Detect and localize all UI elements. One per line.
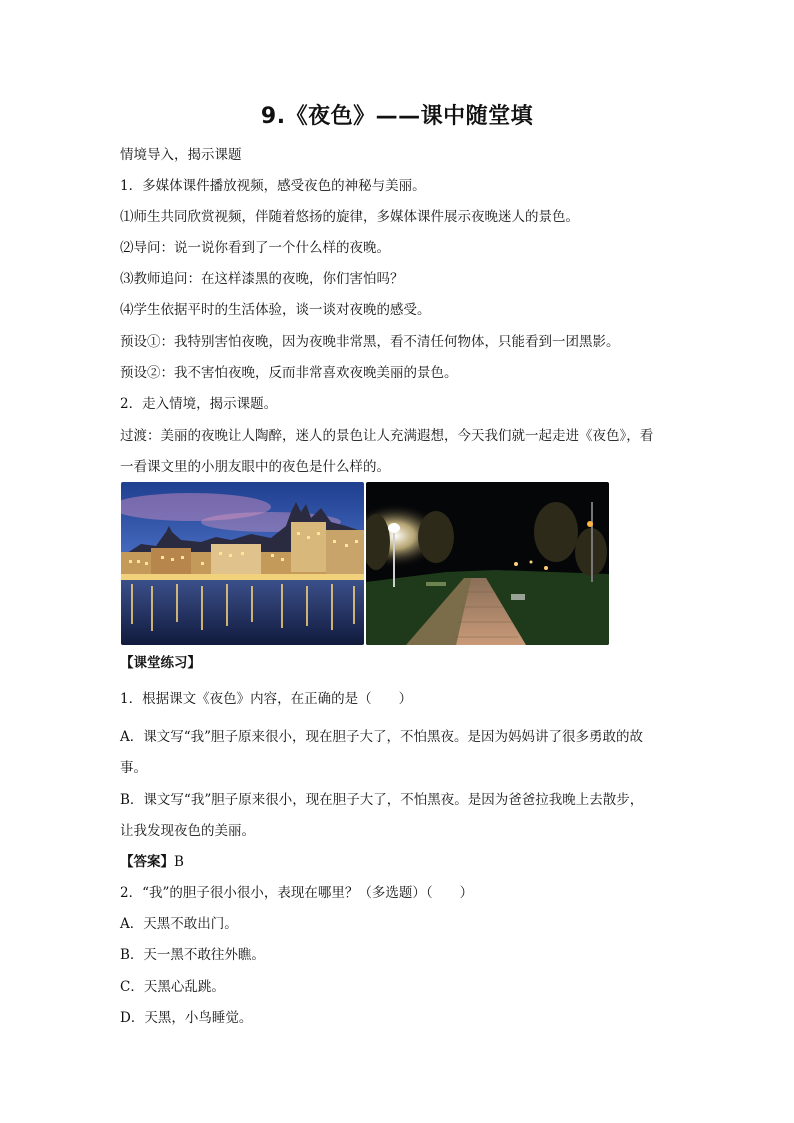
question-1: 1．根据课文《夜色》内容，在正确的是（ ）: [120, 691, 413, 707]
option-d: D．天黑，小鸟睡觉。: [120, 1010, 253, 1026]
paragraph-line: 预设①：我特别害怕夜晚，因为夜晚非常黑，看不清任何物体，只能看到一团黑影。: [120, 334, 620, 350]
answer-value: B: [174, 854, 184, 870]
paragraph-line: 预设②：我不害怕夜晚，反而非常喜欢夜晚美丽的景色。: [120, 365, 458, 381]
paragraph-line: ⑷学生依据平时的生活体验，谈一谈对夜晚的感受。: [120, 302, 431, 318]
option-c: C．天黑心乱跳。: [120, 979, 225, 995]
answer-label: 【答案】: [120, 854, 174, 870]
option-b-line-1: B．课文写“我”胆子原来很小，现在胆子大了，不怕黑夜。是因为爸爸拉我晚上去散步，: [120, 792, 644, 808]
exercise-heading: 【课堂练习】: [120, 655, 201, 671]
night-photos: [121, 482, 609, 645]
section-heading: 情境导入，揭示课题: [120, 147, 242, 163]
paragraph-line: 1．多媒体课件播放视频，感受夜色的神秘与美丽。: [120, 178, 426, 194]
option-a-line-2: 事。: [120, 760, 147, 776]
question-2: 2．“我”的胆子很小很小，表现在哪里？（多选题）（ ）: [120, 885, 474, 901]
option-b-line-2: 让我发现夜色的美丽。: [120, 823, 255, 839]
paragraph-line: ⑵导问：说一说你看到了一个什么样的夜晚。: [120, 240, 390, 256]
park-path-night-photo: [366, 482, 609, 645]
paragraph-line: ⑴师生共同欣赏视频，伴随着悠扬的旋律，多媒体课件展示夜晚迷人的景色。: [120, 209, 579, 225]
option-a: A．天黑不敢出门。: [120, 916, 238, 932]
paragraph-line: 一看课文里的小朋友眼中的夜色是什么样的。: [120, 459, 390, 475]
paragraph-line: 2．走入情境，揭示课题。: [120, 396, 278, 412]
page-title: 9.《夜色》——课中随堂填: [260, 104, 534, 129]
answer-line: [120, 852, 680, 872]
option-b: B．天一黑不敢往外瞧。: [120, 947, 265, 963]
option-a-line-1: A．课文写“我”胆子原来很小，现在胆子大了，不怕黑夜。是因为妈妈讲了很多勇敢的故: [120, 729, 644, 745]
city-night-photo: [121, 482, 364, 645]
paragraph-line: 过渡：美丽的夜晚让人陶醉，迷人的景色让人充满遐想，今天我们就一起走进《夜色》，看: [120, 428, 654, 444]
paragraph-line: ⑶教师追问：在这样漆黑的夜晚，你们害怕吗？: [120, 271, 404, 287]
